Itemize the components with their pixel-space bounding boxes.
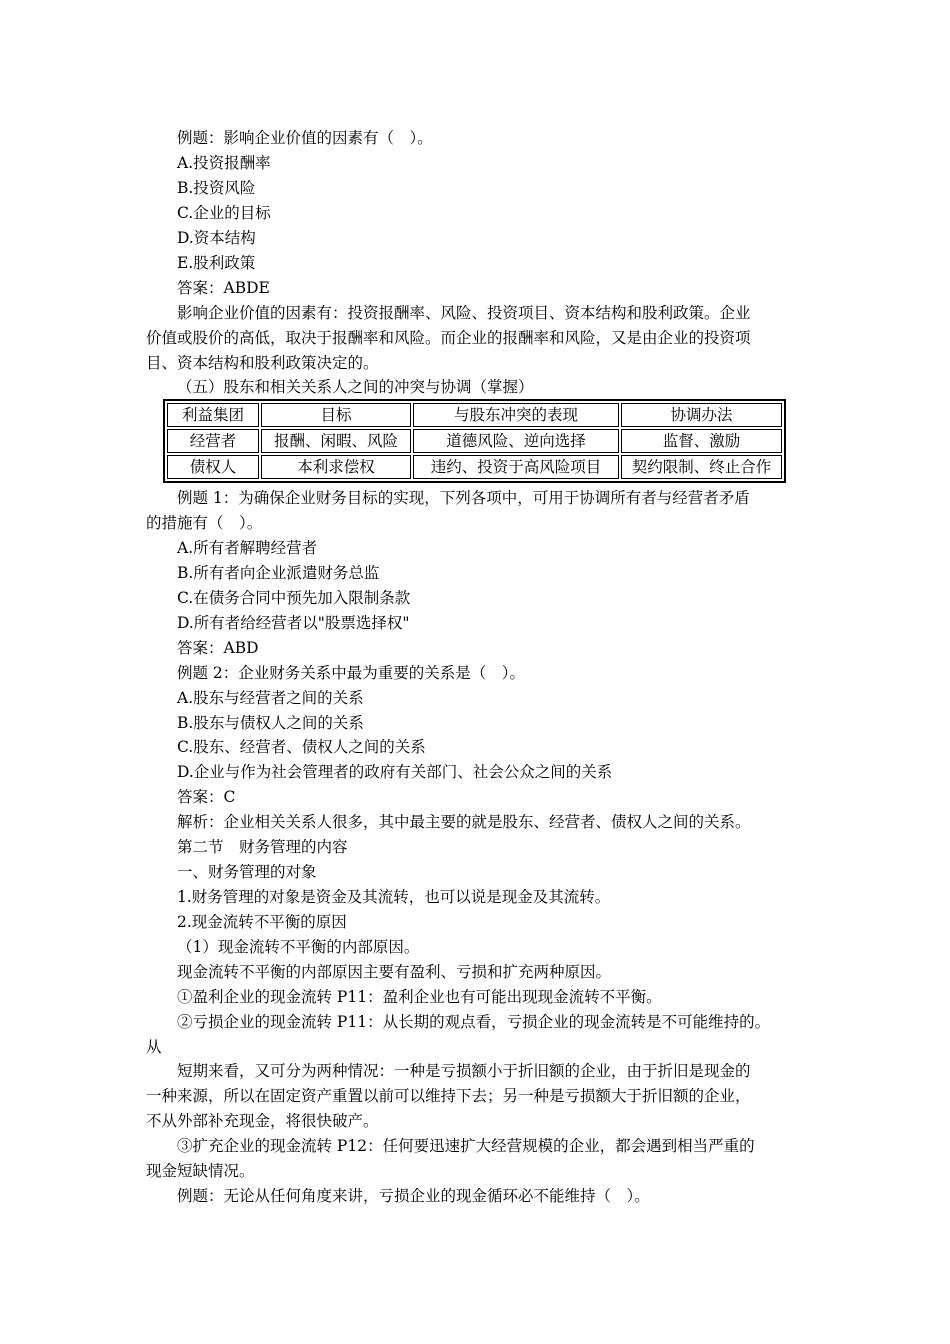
paragraph-line: 现金流转不平衡的内部原因主要有盈利、亏损和扩充两种原因。 [177, 963, 612, 981]
table-header-cell: 目标 [261, 403, 411, 427]
table-row [167, 429, 782, 453]
question-4-stem: 例题：无论从任何角度来讲，亏损企业的现金循环必不能维持（ ）。 [177, 1187, 650, 1205]
question-2-stem-line-2: 的措施有（ ）。 [146, 514, 263, 532]
paragraph-line: ①盈利企业的现金流转 P11：盈利企业也有可能出现现金流转不平衡。 [177, 988, 662, 1006]
question-3-option-c: C.股东、经营者、债权人之间的关系 [177, 738, 426, 756]
paragraph-line: ③扩充企业的现金流转 P12：任何要迅速扩大经营规模的企业，都会遇到相当严重的 [177, 1137, 755, 1155]
table-cell: 契约限制、终止合作 [621, 455, 782, 479]
section-heading-conflict: （五）股东和相关关系人之间的冲突与协调（掌握） [177, 378, 534, 396]
conflict-coordination-table [163, 399, 786, 483]
question-2-stem-line-1: 例题 1：为确保企业财务目标的实现，下列各项中，可用于协调所有者与经营者矛盾 [177, 489, 750, 507]
question-3-answer: 答案：C [177, 788, 236, 806]
question-1-option-c: C.企业的目标 [177, 204, 271, 222]
table-cell: 经营者 [167, 429, 259, 453]
table-cell: 报酬、闲暇、风险 [261, 429, 411, 453]
table-row [167, 455, 782, 479]
paragraph-line: 短期来看，又可分为两种情况：一种是亏损额小于折旧额的企业，由于折旧是现金的 [177, 1062, 751, 1080]
question-3-analysis: 解析：企业相关关系人很多，其中最主要的就是股东、经营者、债权人之间的关系。 [177, 813, 751, 831]
question-2-option-a: A.所有者解聘经营者 [177, 539, 318, 557]
question-2-answer: 答案：ABD [177, 639, 259, 657]
table-cell: 债权人 [167, 455, 259, 479]
table-cell: 本利求偿权 [261, 455, 411, 479]
paragraph-line: 2.现金流转不平衡的原因 [177, 913, 347, 931]
table-header-row [167, 403, 782, 427]
table-cell: 监督、激励 [621, 429, 782, 453]
table-header-cell: 与股东冲突的表现 [413, 403, 619, 427]
question-1-option-a: A.投资报酬率 [177, 154, 271, 172]
question-3-option-a: A.股东与经营者之间的关系 [177, 689, 364, 707]
subsection-title: 一、财务管理的对象 [177, 863, 317, 881]
paragraph-line: 一种来源，所以在固定资产重置以前可以维持下去；另一种是亏损额大于折旧额的企业， [146, 1087, 751, 1105]
question-3-option-b: B.股东与债权人之间的关系 [177, 714, 364, 732]
explanation-line-3: 目、资本结构和股利政策决定的。 [146, 354, 379, 372]
table-cell: 道德风险、逆向选择 [413, 429, 619, 453]
table-header-cell: 利益集团 [167, 403, 259, 427]
question-2-option-b: B.所有者向企业派遣财务总监 [177, 564, 380, 582]
question-2-option-c: C.在债务合同中预先加入限制条款 [177, 589, 411, 607]
question-1-option-d: D.资本结构 [177, 229, 256, 247]
question-2-option-d: D.所有者给经营者以"股票选择权" [177, 614, 410, 632]
paragraph-line: ②亏损企业的现金流转 P11：从长期的观点看，亏损企业的现金流转是不可能维持的。 [177, 1013, 771, 1031]
question-1-option-e: E.股利政策 [177, 254, 256, 272]
paragraph-line: 1.财务管理的对象是资金及其流转，也可以说是现金及其流转。 [177, 888, 611, 906]
question-1-answer: 答案：ABDE [177, 279, 270, 297]
paragraph-line: 不从外部补充现金，将很快破产。 [146, 1112, 379, 1130]
question-1-option-b: B.投资风险 [177, 179, 256, 197]
table-header-cell: 协调办法 [621, 403, 782, 427]
section-title: 第二节 财务管理的内容 [177, 838, 348, 856]
explanation-line-1: 影响企业价值的因素有：投资报酬率、风险、投资项目、资本结构和股利政策。企业 [177, 304, 751, 322]
paragraph-line: 从 [146, 1038, 162, 1056]
paragraph-line: 现金短缺情况。 [146, 1162, 255, 1180]
question-1-stem: 例题：影响企业价值的因素有（ ）。 [177, 129, 433, 147]
question-3-stem: 例题 2：企业财务关系中最为重要的关系是（ ）。 [177, 664, 526, 682]
table-cell: 违约、投资于高风险项目 [413, 455, 619, 479]
paragraph-line: （1）现金流转不平衡的内部原因。 [177, 938, 420, 956]
question-3-option-d: D.企业与作为社会管理者的政府有关部门、社会公众之间的关系 [177, 763, 613, 781]
explanation-line-2: 价值或股价的高低，取决于报酬率和风险。而企业的报酬率和风险，又是由企业的投资项 [146, 329, 751, 347]
